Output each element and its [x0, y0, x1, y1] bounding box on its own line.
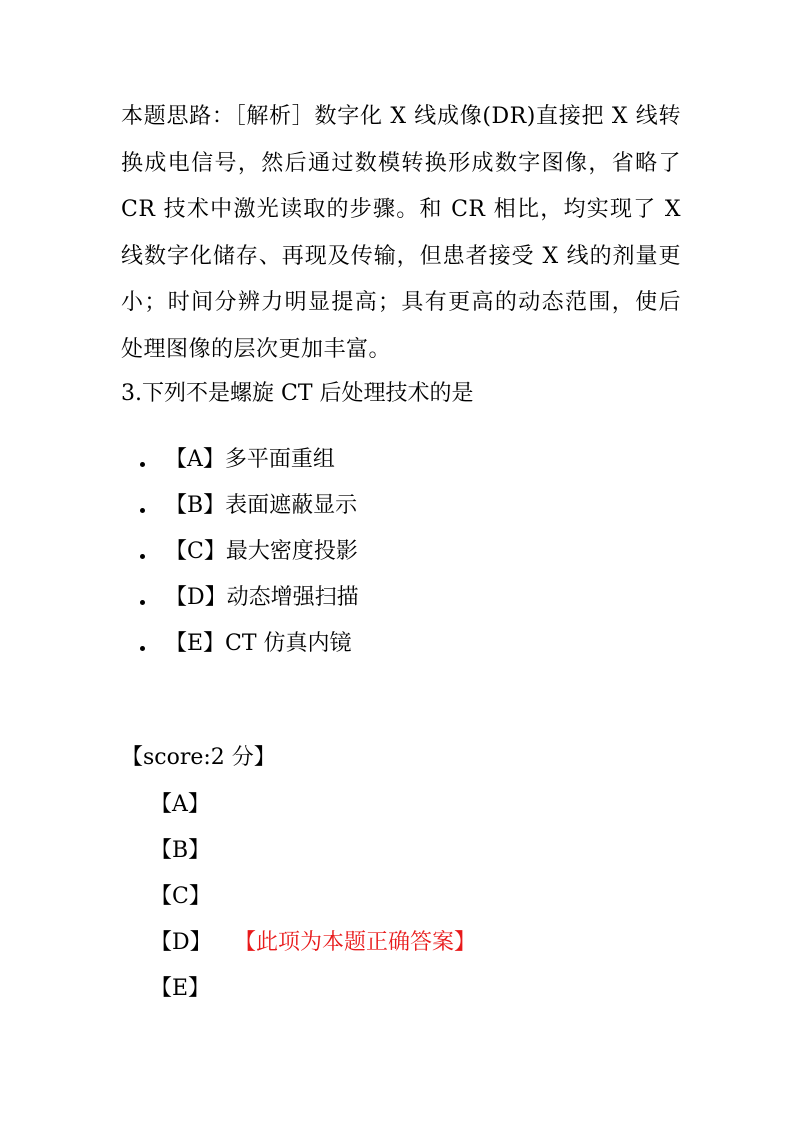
answer-row-b [150, 828, 476, 874]
option-b [140, 483, 359, 529]
answer-row-e [150, 966, 476, 1012]
question-text: 3.下列不是螺旋 CT 后处理技术的是 [121, 381, 474, 406]
answer-key: 【C】 [150, 884, 211, 909]
answer-row-a [150, 782, 476, 828]
option-label: 【A】多平面重组 [165, 447, 335, 472]
answer-row-d [150, 920, 476, 966]
answer-key: 【D】 [150, 930, 212, 955]
bullet-icon [140, 508, 145, 513]
option-c [140, 529, 359, 575]
answer-key: 【E】 [150, 976, 211, 1001]
bullet-icon [140, 646, 145, 651]
option-a [140, 437, 359, 483]
bullet-icon [140, 600, 145, 605]
option-label: 【C】最大密度投影 [165, 539, 358, 564]
option-list [140, 437, 359, 667]
option-label: 【D】动态增强扫描 [165, 585, 359, 610]
score-label: 【score:2 分】 [121, 745, 276, 770]
option-label: 【B】表面遮蔽显示 [165, 493, 358, 518]
bullet-icon [140, 554, 145, 559]
option-d [140, 575, 359, 621]
answer-explanation: 本题思路：［解析］数字化 X 线成像(DR)直接把 X 线转换成电信号，然后通过数模转换形成数字图像，省略了 CR 技术中激光读取的步骤。和 CR 相比，均实现了 X 线数字化储存、再现及传输，但患者接受 X 线的剂量更小；时间分辨力明显提高；具有更高的动态范围，使后处理图像的层次更加丰富。 [121, 104, 681, 362]
correct-answer-note: 【此项为本题正确答案】 [234, 930, 477, 955]
answer-key-list [150, 782, 476, 1012]
answer-key: 【A】 [150, 792, 210, 817]
bullet-icon [140, 462, 145, 467]
answer-key: 【B】 [150, 838, 211, 863]
option-label: 【E】CT 仿真内镜 [165, 631, 352, 656]
option-e [140, 621, 359, 667]
answer-row-c [150, 874, 476, 920]
